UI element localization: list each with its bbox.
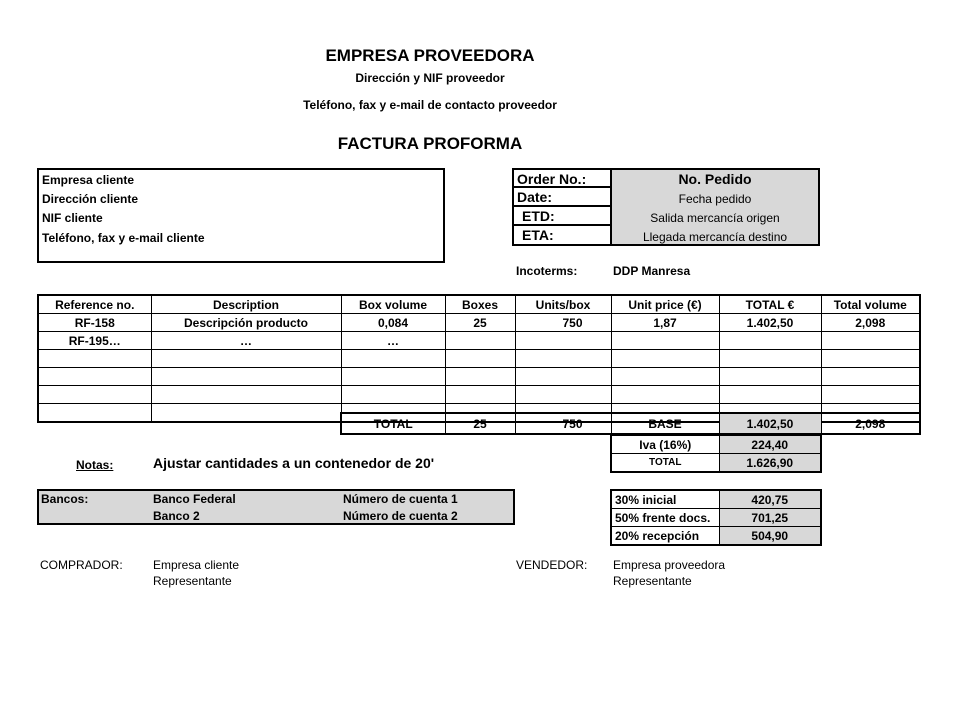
- base-value: 1.402,50: [719, 413, 821, 434]
- table-cell: [151, 386, 341, 404]
- table-cell: [821, 332, 920, 350]
- base-label: BASE: [611, 413, 719, 434]
- col-header-reference: Reference no.: [38, 295, 151, 314]
- banks-box: [37, 489, 515, 525]
- grand-total-label: TOTAL: [611, 454, 719, 473]
- client-company: Empresa cliente: [42, 173, 135, 187]
- table-cell: [38, 386, 151, 404]
- iva-row: [611, 435, 821, 454]
- table-cell: [515, 386, 611, 404]
- eta-value: Llegada mercancía destino: [642, 230, 788, 244]
- table-cell: [821, 386, 920, 404]
- totals-table: [340, 412, 921, 435]
- etd-label: ETD:: [522, 208, 555, 224]
- col-header-unit-price: Unit price (€): [611, 295, 719, 314]
- grand-total-row: [611, 454, 821, 473]
- totals-row: [341, 413, 920, 434]
- table-cell: [719, 368, 821, 386]
- table-cell: RF-158: [38, 314, 151, 332]
- table-cell: [445, 386, 515, 404]
- incoterms-value: DDP Manresa: [613, 264, 691, 278]
- company-contact: Teléfono, fax y e-mail de contacto proveedor: [303, 98, 557, 112]
- table-row: [38, 332, 920, 350]
- iva-value: 224,40: [719, 435, 821, 454]
- bank-name: Banco Federal: [153, 492, 236, 506]
- totals-label: TOTAL: [341, 413, 445, 434]
- table-cell: [151, 350, 341, 368]
- table-cell: [445, 350, 515, 368]
- eta-label: ETA:: [522, 227, 554, 243]
- bank-name: Banco 2: [153, 509, 200, 523]
- incoterms-label: Incoterms:: [516, 264, 578, 278]
- table-cell: 25: [445, 314, 515, 332]
- payment-row: [611, 490, 821, 509]
- order-no-label: Order No.:: [517, 171, 587, 187]
- table-row: [38, 386, 920, 404]
- seller-representative: Representante: [613, 574, 692, 588]
- client-address: Dirección cliente: [42, 192, 139, 206]
- table-cell: [719, 350, 821, 368]
- col-header-total: TOTAL €: [719, 295, 821, 314]
- payment-value: 420,75: [719, 490, 821, 509]
- etd-label-cell: [514, 207, 610, 226]
- table-cell: [445, 332, 515, 350]
- order-label-cell: [514, 170, 610, 188]
- col-header-units-box: Units/box: [515, 295, 611, 314]
- table-cell: [515, 350, 611, 368]
- table-cell: [719, 386, 821, 404]
- totals-volume: 2,098: [821, 413, 920, 434]
- table-row: [38, 350, 920, 368]
- totals-boxes: 25: [445, 413, 515, 434]
- payment-label: 30% inicial: [611, 490, 719, 509]
- table-cell: [821, 350, 920, 368]
- order-box: [512, 168, 820, 246]
- table-cell: 0,084: [341, 314, 445, 332]
- table-cell: [611, 332, 719, 350]
- table-cell: Descripción producto: [151, 314, 341, 332]
- table-cell: 2,098: [821, 314, 920, 332]
- items-table: [37, 294, 921, 423]
- buyer-label: COMPRADOR:: [40, 558, 123, 572]
- company-address: Dirección y NIF proveedor: [355, 71, 505, 85]
- table-cell: [38, 404, 151, 423]
- buyer-company: Empresa cliente: [153, 558, 240, 572]
- payment-value: 504,90: [719, 527, 821, 546]
- table-header-row: [38, 295, 920, 314]
- table-cell: [151, 404, 341, 423]
- notes-label: Notas:: [76, 458, 114, 472]
- etd-value: Salida mercancía origen: [650, 211, 780, 225]
- table-cell: [151, 368, 341, 386]
- grand-total-value: 1.626,90: [719, 454, 821, 473]
- table-cell: [515, 368, 611, 386]
- payment-row: [611, 527, 821, 546]
- table-cell: [719, 332, 821, 350]
- seller-company: Empresa proveedora: [613, 558, 726, 572]
- col-header-description: Description: [151, 295, 341, 314]
- table-row: [38, 314, 920, 332]
- banks-label: Bancos:: [41, 492, 89, 506]
- payment-label: 20% recepción: [611, 527, 719, 546]
- table-cell: [611, 386, 719, 404]
- table-cell: [515, 332, 611, 350]
- table-cell: …: [151, 332, 341, 350]
- eta-label-cell: [514, 226, 610, 244]
- col-header-total-volume: Total volume: [821, 295, 920, 314]
- table-cell: 750: [515, 314, 611, 332]
- tax-table: [610, 434, 822, 473]
- buyer-representative: Representante: [153, 574, 232, 588]
- bank-account: Número de cuenta 1: [343, 492, 458, 506]
- table-cell: 1.402,50: [719, 314, 821, 332]
- col-header-box-volume: Box volume: [341, 295, 445, 314]
- company-name: EMPRESA PROVEEDORA: [325, 46, 535, 65]
- table-cell: …: [341, 332, 445, 350]
- table-cell: [38, 368, 151, 386]
- table-cell: [341, 386, 445, 404]
- payment-label: 50% frente docs.: [611, 509, 719, 527]
- table-cell: [611, 368, 719, 386]
- client-contact: Teléfono, fax y e-mail cliente: [42, 231, 205, 245]
- date-value: Fecha pedido: [678, 192, 752, 206]
- payment-row: [611, 509, 821, 527]
- document-title: FACTURA PROFORMA: [337, 134, 523, 153]
- client-nif: NIF cliente: [42, 211, 103, 225]
- col-header-boxes: Boxes: [445, 295, 515, 314]
- iva-label: Iva (16%): [611, 435, 719, 454]
- table-row: [38, 368, 920, 386]
- order-no-value: No. Pedido: [678, 171, 752, 187]
- payments-table: [610, 489, 822, 546]
- notes-text: Ajustar cantidades a un contenedor de 20': [153, 455, 435, 471]
- seller-label: VENDEDOR:: [516, 558, 588, 572]
- client-box: [37, 168, 445, 263]
- totals-units: 750: [515, 413, 611, 434]
- date-label-cell: [514, 188, 610, 207]
- bank-account: Número de cuenta 2: [343, 509, 458, 523]
- table-cell: [445, 368, 515, 386]
- date-label: Date:: [517, 189, 553, 205]
- table-cell: [821, 368, 920, 386]
- table-cell: RF-195…: [38, 332, 151, 350]
- payment-value: 701,25: [719, 509, 821, 527]
- table-cell: [38, 350, 151, 368]
- table-cell: [341, 368, 445, 386]
- table-cell: [341, 350, 445, 368]
- table-cell: [611, 350, 719, 368]
- table-cell: 1,87: [611, 314, 719, 332]
